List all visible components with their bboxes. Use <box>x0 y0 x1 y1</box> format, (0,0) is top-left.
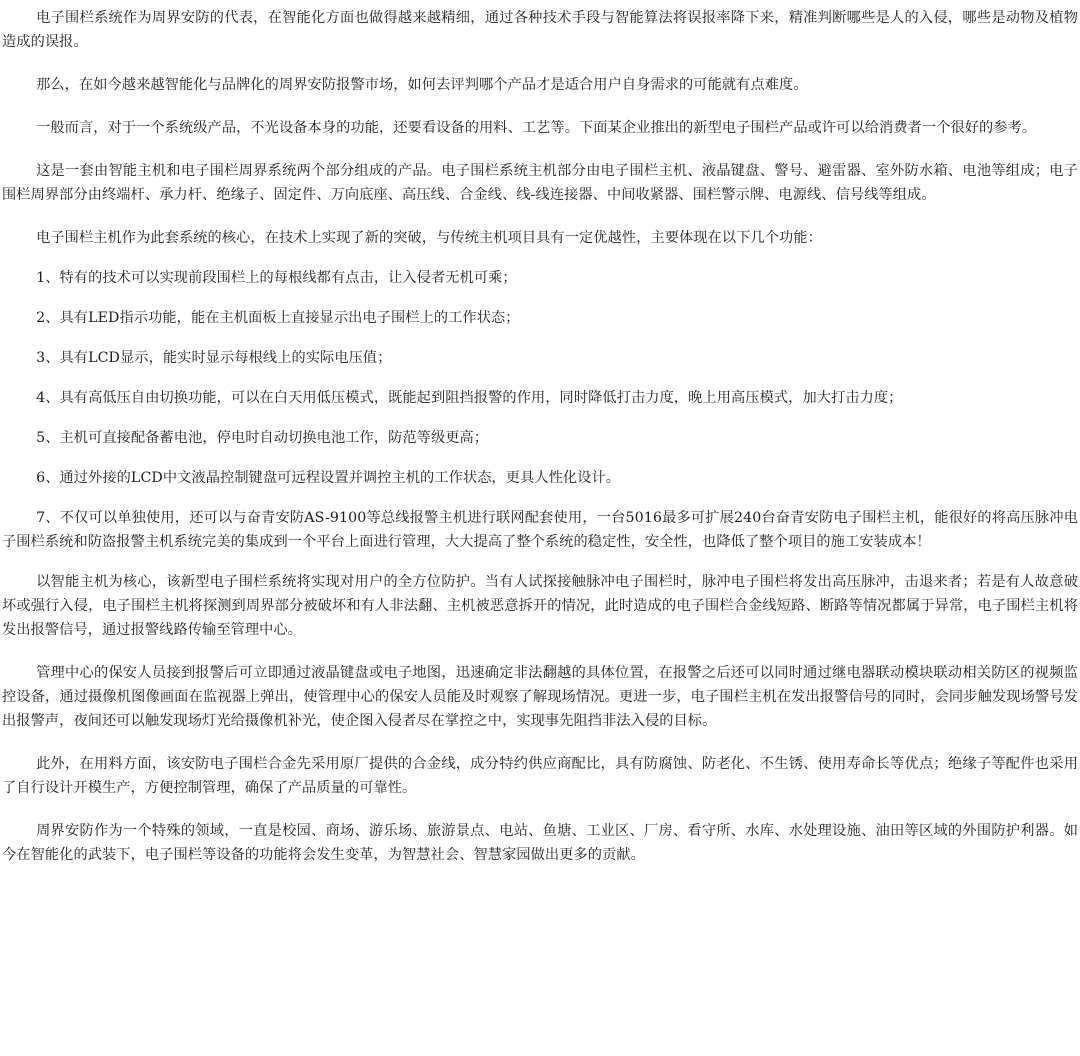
feature-item-5: 5、主机可直接配备蓄电池，停电时自动切换电池工作，防范等级更高； <box>36 430 489 446</box>
feature-item-7: 7、不仅可以单独使用，还可以与奋青安防AS-9100等总线报警主机进行联网配套使用，一台5016最多可扩展240台奋青安防电子围栏主机，能很好的将高压脉冲电子围栏系统和防盗报警主机系统完美的集成到一个平台上面进行管理，大大提高了整个系统的稳定性，安全性，也降低了整个项目的施工安装成本！ <box>2 510 1078 550</box>
feature-item-6: 6、通过外接的LCD中文液晶控制键盘可远程设置并调控主机的工作状态，更具人性化设计。 <box>36 470 621 486</box>
feature-item-1: 1、特有的技术可以实现前段围栏上的每根线都有点击，让入侵者无机可乘； <box>36 270 517 286</box>
feature-item-3: 3、具有LCD显示，能实时显示每根线上的实际电压值； <box>36 350 392 366</box>
feature-item-4: 4、具有高低压自由切换功能，可以在白天用低压模式，既能起到阻挡报警的作用，同时降低打击力度，晚上用高压模式，加大打击力度； <box>36 390 903 406</box>
paragraph-features-intro: 电子围栏主机作为此套系统的核心，在技术上实现了新的突破，与传统主机项目具有一定优越性，主要体现在以下几个功能： <box>36 230 822 246</box>
paragraph-protection: 以智能主机为核心，该新型电子围栏系统将实现对用户的全方位防护。当有人试探接触脉冲电子围栏时，脉冲电子围栏将发出高压脉冲，击退来者；若是有人故意破坏或强行入侵，电子围栏主机将探测到周界部分被破坏和有人非法翻、主机被恶意拆开的情况，此时造成的电子围栏合金线短路、断路等情况都属于异常，电子围栏主机将发出报警信号，通过报警线路传输至管理中心。 <box>2 574 1078 638</box>
paragraph-market: 那么，在如今越来越智能化与品牌化的周界安防报警市场，如何去评判哪个产品才是适合用户自身需求的可能就有点难度。 <box>36 77 808 93</box>
paragraph-materials: 此外，在用料方面，该安防电子围栏合金先采用原厂提供的合金线，成分特约供应商配比，具有防腐蚀、防老化、不生锈、使用寿命长等优点；绝缘子等配件也采用了自行设计开模生产，方便控制管理，确保了产品质量的可靠性。 <box>2 756 1078 796</box>
article-body <box>2 6 1078 867</box>
paragraph-conclusion: 周界安防作为一个特殊的领域，一直是校园、商场、游乐场、旅游景点、电站、鱼塘、工业区、厂房、看守所、水库、水处理设施、油田等区域的外围防护利器。如今在智能化的武装下，电子围栏等设备的功能将会发生变革，为智慧社会、智慧家园做出更多的贡献。 <box>2 823 1078 863</box>
paragraph-composition: 这是一套由智能主机和电子围栏周界系统两个部分组成的产品。电子围栏系统主机部分由电子围栏主机、液晶键盘、警号、避雷器、室外防水箱、电池等组成；电子围栏周界部分由终端杆、承力杆、绝缘子、固定件、万向底座、高压线、合金线、线-线连接器、中间收紧器、围栏警示牌、电源线、信号线等组成。 <box>2 163 1078 203</box>
feature-item-2: 2、具有LED指示功能，能在主机面板上直接显示出电子围栏上的工作状态； <box>36 310 520 326</box>
paragraph-intro: 电子围栏系统作为周界安防的代表，在智能化方面也做得越来越精细，通过各种技术手段与智能算法将误报率降下来，精准判断哪些是人的入侵，哪些是动物及植物造成的误报。 <box>2 10 1078 50</box>
paragraph-evaluation: 一般而言，对于一个系统级产品，不光设备本身的功能，还要看设备的用料、工艺等。下面某企业推出的新型电子围栏产品或许可以给消费者一个很好的参考。 <box>36 120 1037 136</box>
paragraph-management-center: 管理中心的保安人员接到报警后可立即通过液晶键盘或电子地图，迅速确定非法翻越的具体位置，在报警之后还可以同时通过继电器联动模块联动相关防区的视频监控设备，通过摄像机图像画面在监视器上弹出，使管理中心的保安人员能及时观察了解现场情况。更进一步，电子围栏主机在发出报警信号的同时，会同步触发现场警号发出报警声，夜间还可以触发现场灯光给摄像机补光，使企图入侵者尽在掌控之中，实现事先阻挡非法入侵的目标。 <box>2 665 1078 729</box>
